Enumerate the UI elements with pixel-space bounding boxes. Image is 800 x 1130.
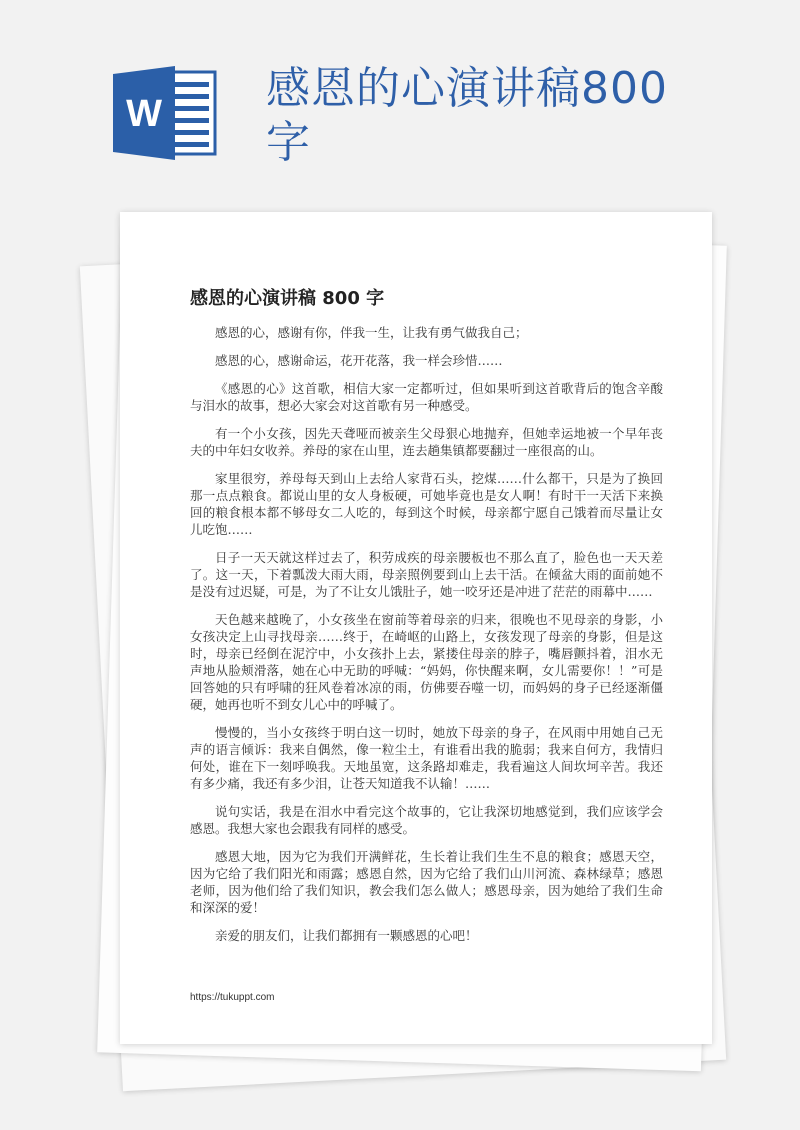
word-document-icon: [113, 66, 217, 160]
document-body: [190, 324, 663, 955]
paragraph: 天色越来越晚了，小女孩坐在窗前等着母亲的归来，很晚也不见母亲的身影，小女孩决定上山寻找母亲……终于，在崎岖的山路上，女孩发现了母亲的身影，但是这时，母亲已经倒在泥泞中，小女孩扑上去，紧搂住母亲的脖子，嘴唇颤抖着，泪水无声地从脸颊滑落，她在心中无助的呼喊：“妈妈，你快醒来啊，女儿需要你！！”可是回答她的只有呼啸的狂风卷着冰凉的雨，仿佛要吞噬一切，而妈妈的身子已经逐渐僵硬，她再也听不到女儿心中的呼喊了。: [190, 612, 663, 712]
paragraph: 感恩的心，感谢命运，花开花落，我一样会珍惜……: [215, 353, 503, 368]
paragraph: 《感恩的心》这首歌，相信大家一定都听过，但如果听到这首歌背后的饱含辛酸与泪水的故事，想必大家会对这首歌有另一种感受。: [190, 381, 663, 413]
paragraph: 有一个小女孩，因先天聋哑而被亲生父母狠心地抛弃，但她幸运地被一个早年丧夫的中年妇女收养。养母的家在山里，连去趟集镇都要翻过一座很高的山。: [190, 426, 663, 458]
paragraph: 家里很穷，养母每天到山上去给人家背石头，挖煤……什么都干，只是为了换回那一点点粮食。都说山里的女人身板硬，可她毕竟也是女人啊！有时干一天活下来换回的粮食根本都不够母女二人吃的，每到这个时候，母亲都宁愿自己饿着而尽量让女儿吃饱……: [190, 471, 663, 537]
document-page: [120, 212, 712, 1044]
page-title-line2: 字: [266, 117, 311, 168]
document-title: 感恩的心演讲稿 800 字: [190, 288, 385, 309]
page-title: [266, 62, 706, 170]
paragraph: 慢慢的，当小女孩终于明白这一切时，她放下母亲的身子，在风雨中用她自己无声的语言倾诉：我来自偶然，像一粒尘土，有谁看出我的脆弱；我来自何方，我情归何处，谁在下一刻呼唤我。天地虽宽，这条路却难走，我看遍这人间坎坷辛苦。我还有多少痛，我还有多少泪，让苍天知道我不认输！……: [190, 725, 663, 791]
svg-text:W: W: [126, 93, 162, 135]
page-header: [0, 0, 800, 200]
paragraph: 说句实话，我是在泪水中看完这个故事的，它让我深切地感觉到，我们应该学会感恩。我想大家也会跟我有同样的感受。: [190, 804, 663, 836]
paragraph: 感恩大地，因为它为我们开满鲜花，生长着让我们生生不息的粮食；感恩天空，因为它给了我们阳光和雨露；感恩自然，因为它给了我们山川河流、森林绿草；感恩老师，因为他们给了我们知识，教会我们怎么做人；感恩母亲，因为她给了我们生命和深深的爱！: [190, 849, 663, 915]
source-url[interactable]: https://tukuppt.com: [190, 992, 275, 1003]
page-title-line1: 感恩的心演讲稿800: [266, 63, 668, 114]
paragraph: 日子一天天就这样过去了，积劳成疾的母亲腰板也不那么直了，脸色也一天天差了。这一天，下着瓢泼大雨大雨，母亲照例要到山上去干活。在倾盆大雨的面前她不是没有过迟疑，可是，为了不让女儿饿肚子，她一咬牙还是冲进了茫茫的雨幕中……: [190, 550, 663, 599]
paragraph: 感恩的心，感谢有你，伴我一生，让我有勇气做我自己；: [215, 325, 528, 340]
paragraph: 亲爱的朋友们，让我们都拥有一颗感恩的心吧！: [215, 928, 478, 943]
